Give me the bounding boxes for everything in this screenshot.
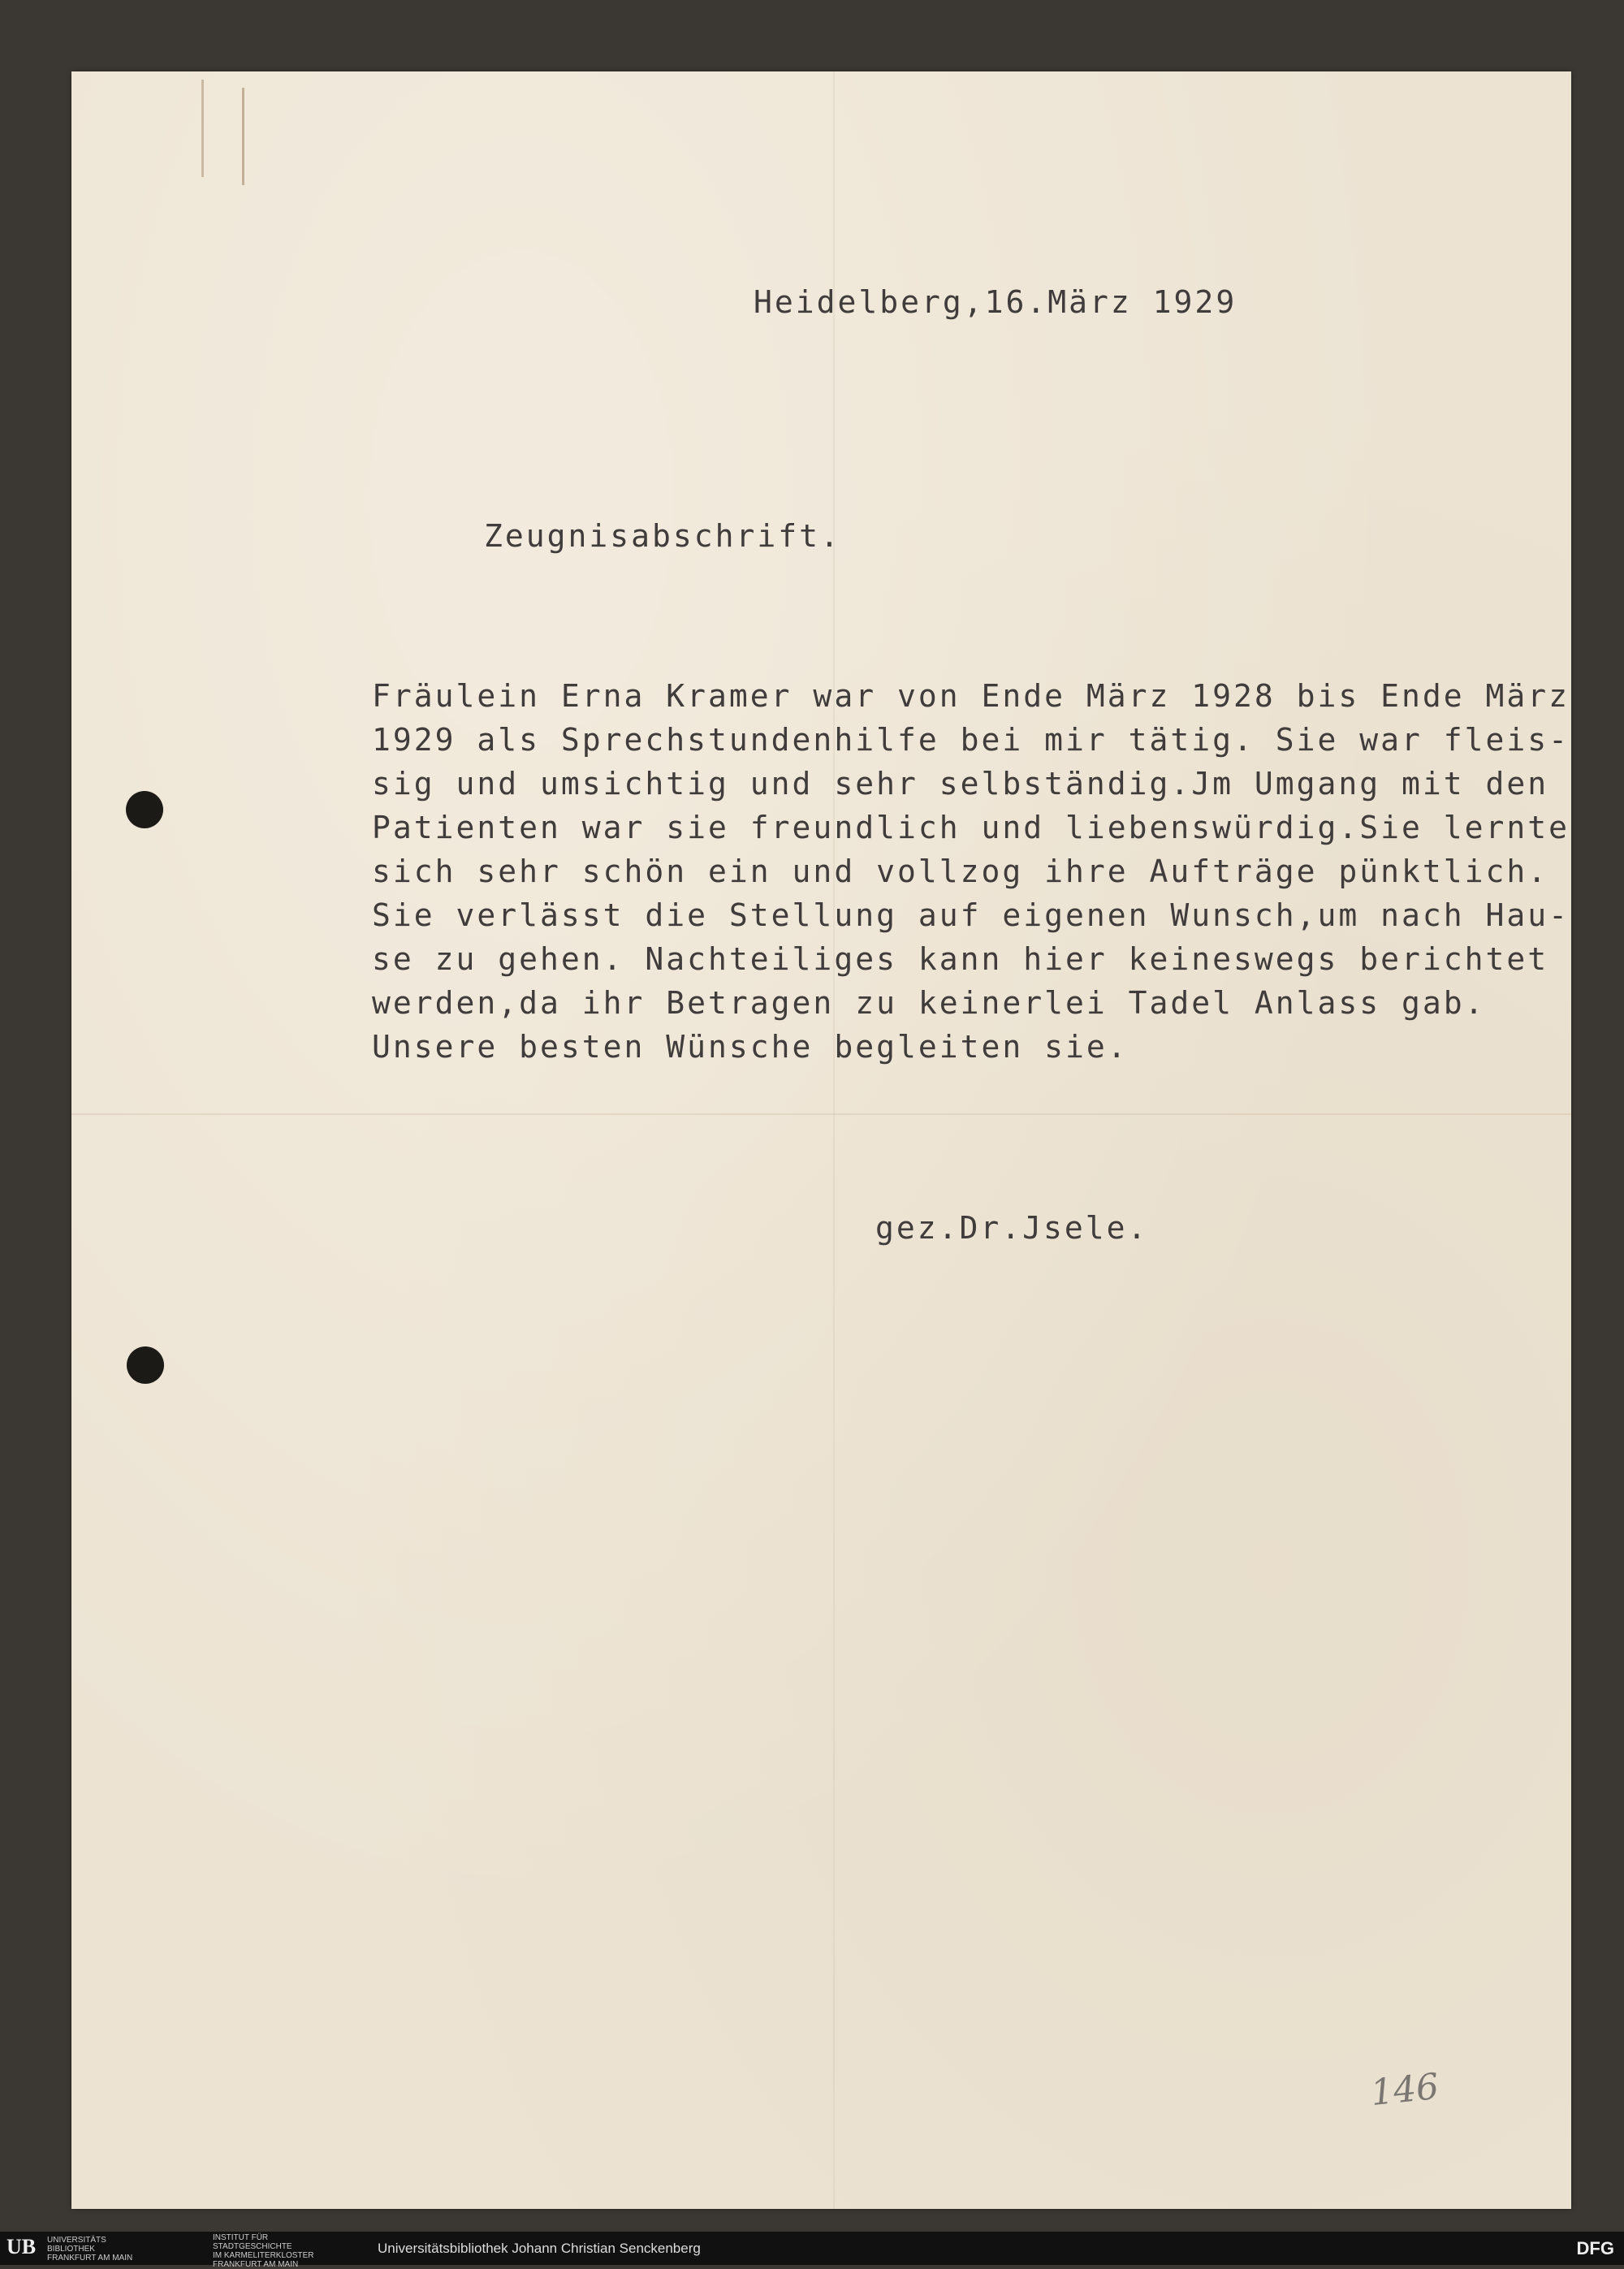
document-heading: Zeugnisabschrift. <box>484 518 841 554</box>
body-line: Unsere besten Wünsche begleiten sie. <box>372 1029 1129 1065</box>
ub-logo: UB <box>6 2235 37 2258</box>
body-line: sig und umsichtig und sehr selbständig.Jm Umgang mit den <box>372 766 1549 802</box>
dfg-logo: DFG <box>1576 2238 1614 2258</box>
body-line: se zu gehen. Nachteiliges kann hier keineswegs berichtet <box>372 941 1549 977</box>
body-line: Sie verlässt die Stellung auf eigenen Wunsch,um nach Hau- <box>372 897 1570 933</box>
body-line: sich sehr schön ein und vollzog ihre Aufträge pünktlich. <box>372 854 1549 889</box>
pencil-mark <box>201 80 204 177</box>
body-line: Fräulein Erna Kramer war von Ende März 1928 bis Ende März <box>372 678 1570 714</box>
isg-line: IM KARMELITERKLOSTER <box>213 2251 314 2260</box>
isg-line: FRANKFURT AM MAIN <box>213 2260 299 2269</box>
letter-body <box>372 674 1570 1069</box>
fold-crease-vertical <box>833 71 835 2209</box>
isg-wordmark <box>213 2233 313 2269</box>
punch-hole-bottom <box>127 1346 164 1384</box>
body-line: 1929 als Sprechstundenhilfe bei mir tätig. Sie war fleis- <box>372 722 1570 758</box>
body-line: werden,da ihr Betragen zu keinerlei Tadel Anlass gab. <box>372 985 1486 1021</box>
place-date: Heidelberg,16.März 1929 <box>754 284 1237 320</box>
pencil-mark <box>242 88 244 185</box>
folio-number: 146 <box>1368 2065 1441 2115</box>
fold-crease-horizontal <box>71 1113 1571 1115</box>
body-line: Patienten war sie freundlich und liebenswürdig.Sie lernte <box>372 810 1570 845</box>
ub-line: UNIVERSITÄTS <box>47 2236 106 2245</box>
archive-footer <box>0 2232 1624 2269</box>
ub-line: FRANKFURT AM MAIN <box>47 2254 133 2263</box>
letter-sheet <box>71 71 1571 2209</box>
isg-line: INSTITUT FÜR <box>213 2233 269 2242</box>
ub-wordmark <box>47 2236 132 2263</box>
library-name: Universitätsbibliothek Johann Christian Senckenberg <box>378 2241 701 2256</box>
punch-hole-top <box>126 791 163 828</box>
ub-line: BIBLIOTHEK <box>47 2245 95 2254</box>
isg-line: STADTGESCHICHTE <box>213 2242 292 2251</box>
signature: gez.Dr.Jsele. <box>875 1210 1149 1246</box>
